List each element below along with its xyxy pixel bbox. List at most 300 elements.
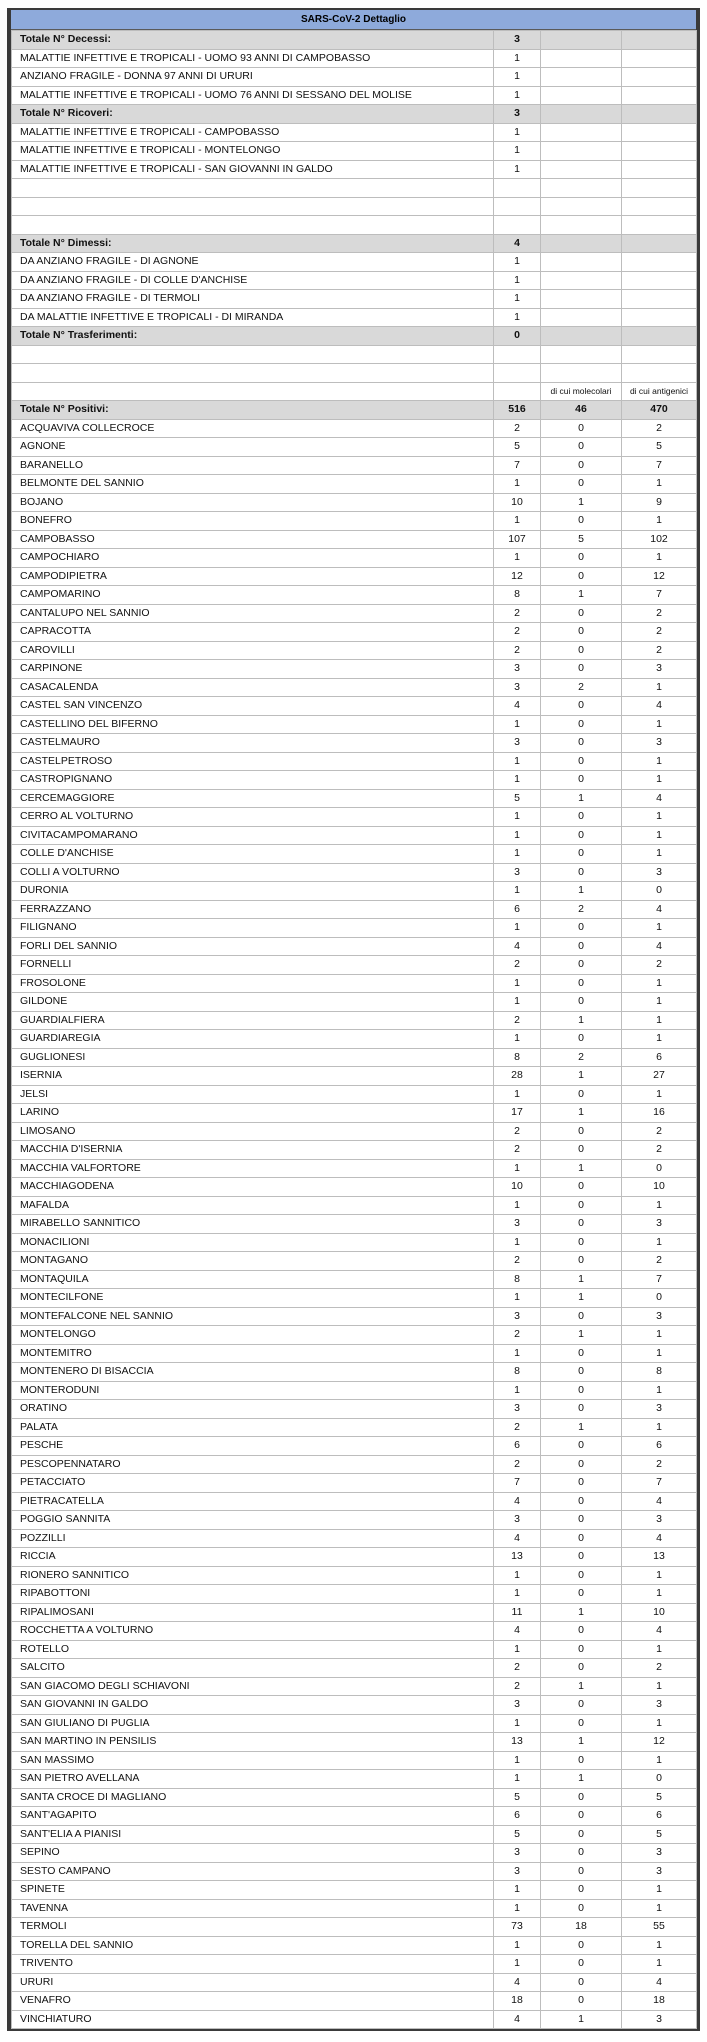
comune-name: FORNELLI xyxy=(12,956,494,975)
comune-molecolari: 0 xyxy=(541,1714,622,1733)
comune-total: 13 xyxy=(494,1548,541,1567)
comune-total: 1 xyxy=(494,1881,541,1900)
comune-antigenici: 4 xyxy=(622,697,697,716)
comune-antigenici: 10 xyxy=(622,1603,697,1622)
report-title: SARS-CoV-2 Dettaglio xyxy=(11,10,696,30)
comune-molecolari: 0 xyxy=(541,1141,622,1160)
detail-label: DA ANZIANO FRAGILE - DI COLLE D'ANCHISE xyxy=(12,271,494,290)
detail-count: 1 xyxy=(494,271,541,290)
detail-row xyxy=(12,160,697,179)
comune-total: 1 xyxy=(494,1233,541,1252)
empty-cell xyxy=(622,68,697,87)
comune-molecolari: 1 xyxy=(541,1270,622,1289)
comune-antigenici: 0 xyxy=(622,1289,697,1308)
comune-molecolari: 1 xyxy=(541,493,622,512)
comune-row xyxy=(12,1418,697,1437)
comune-molecolari: 0 xyxy=(541,1973,622,1992)
detail-label: DA ANZIANO FRAGILE - DI AGNONE xyxy=(12,253,494,272)
comune-name: FROSOLONE xyxy=(12,974,494,993)
empty-cell xyxy=(622,216,697,235)
comune-total: 13 xyxy=(494,1733,541,1752)
comune-name: SAN GIULIANO DI PUGLIA xyxy=(12,1714,494,1733)
comune-antigenici: 4 xyxy=(622,1492,697,1511)
comune-name: BOJANO xyxy=(12,493,494,512)
comune-name: CASACALENDA xyxy=(12,678,494,697)
empty-cell xyxy=(541,31,622,50)
section-total: 0 xyxy=(494,327,541,346)
comune-total: 3 xyxy=(494,1307,541,1326)
comune-total: 2 xyxy=(494,956,541,975)
comune-molecolari: 0 xyxy=(541,937,622,956)
comune-molecolari: 1 xyxy=(541,586,622,605)
comune-row xyxy=(12,1640,697,1659)
comune-name: ROCCHETTA A VOLTURNO xyxy=(12,1622,494,1641)
empty-cell xyxy=(622,49,697,68)
comune-molecolari: 0 xyxy=(541,419,622,438)
comune-molecolari: 0 xyxy=(541,1400,622,1419)
comune-row xyxy=(12,1381,697,1400)
comune-total: 1 xyxy=(494,974,541,993)
comune-total: 1 xyxy=(494,752,541,771)
comune-molecolari: 1 xyxy=(541,2010,622,2029)
comune-total: 7 xyxy=(494,1474,541,1493)
comune-total: 4 xyxy=(494,1529,541,1548)
comune-molecolari: 0 xyxy=(541,1252,622,1271)
comune-row xyxy=(12,660,697,679)
empty-cell xyxy=(622,364,697,383)
comune-antigenici: 1 xyxy=(622,1899,697,1918)
comune-molecolari: 1 xyxy=(541,1289,622,1308)
comune-name: MONTERODUNI xyxy=(12,1381,494,1400)
section-total: 4 xyxy=(494,234,541,253)
empty-cell xyxy=(541,308,622,327)
comune-molecolari: 0 xyxy=(541,1825,622,1844)
comune-molecolari: 0 xyxy=(541,1992,622,2011)
section-header-row xyxy=(12,234,697,253)
comune-name: RICCIA xyxy=(12,1548,494,1567)
comune-molecolari: 0 xyxy=(541,993,622,1012)
comune-name: SANTA CROCE DI MAGLIANO xyxy=(12,1788,494,1807)
comune-antigenici: 3 xyxy=(622,1307,697,1326)
comune-row xyxy=(12,1326,697,1345)
comune-name: TORELLA DEL SANNIO xyxy=(12,1936,494,1955)
comune-antigenici: 6 xyxy=(622,1437,697,1456)
comune-total: 6 xyxy=(494,1807,541,1826)
comune-row xyxy=(12,845,697,864)
comune-name: MONTAQUILA xyxy=(12,1270,494,1289)
antigenici-header: di cui antigenici xyxy=(622,382,697,401)
comune-molecolari: 0 xyxy=(541,1196,622,1215)
comune-row xyxy=(12,882,697,901)
comune-total: 4 xyxy=(494,2010,541,2029)
comune-row xyxy=(12,1677,697,1696)
comune-name: DURONIA xyxy=(12,882,494,901)
empty-cell xyxy=(541,142,622,161)
comune-total: 6 xyxy=(494,900,541,919)
empty-cell xyxy=(622,253,697,272)
comune-row xyxy=(12,530,697,549)
detail-count: 1 xyxy=(494,160,541,179)
section-label: Totale N° Ricoveri: xyxy=(12,105,494,124)
comune-name: PESCOPENNATARO xyxy=(12,1455,494,1474)
empty-cell xyxy=(622,160,697,179)
comune-total: 107 xyxy=(494,530,541,549)
comune-name: MIRABELLO SANNITICO xyxy=(12,1215,494,1234)
comune-molecolari: 0 xyxy=(541,956,622,975)
comune-name: CAMPOMARINO xyxy=(12,586,494,605)
comune-row xyxy=(12,1548,697,1567)
section-total: 3 xyxy=(494,105,541,124)
comune-molecolari: 0 xyxy=(541,641,622,660)
comune-name: TERMOLI xyxy=(12,1918,494,1937)
comune-row xyxy=(12,1270,697,1289)
comune-molecolari: 0 xyxy=(541,1788,622,1807)
comune-name: RIPALIMOSANI xyxy=(12,1603,494,1622)
comune-name: URURI xyxy=(12,1973,494,1992)
empty-cell xyxy=(12,345,494,364)
comune-molecolari: 0 xyxy=(541,697,622,716)
comune-row xyxy=(12,493,697,512)
comune-molecolari: 0 xyxy=(541,1215,622,1234)
comune-row xyxy=(12,1067,697,1086)
comune-antigenici: 2 xyxy=(622,604,697,623)
comune-antigenici: 9 xyxy=(622,493,697,512)
detail-count: 1 xyxy=(494,290,541,309)
comune-antigenici: 4 xyxy=(622,1622,697,1641)
comune-molecolari: 0 xyxy=(541,826,622,845)
comune-row xyxy=(12,974,697,993)
comune-molecolari: 0 xyxy=(541,1233,622,1252)
section-header-row xyxy=(12,105,697,124)
comune-antigenici: 7 xyxy=(622,1270,697,1289)
comune-row xyxy=(12,1566,697,1585)
comune-row xyxy=(12,456,697,475)
empty-cell xyxy=(541,179,622,198)
section-label: Totale N° Decessi: xyxy=(12,31,494,50)
empty-cell xyxy=(622,31,697,50)
empty-cell xyxy=(622,345,697,364)
comune-name: VINCHIATURO xyxy=(12,2010,494,2029)
comune-row xyxy=(12,1918,697,1937)
comune-total: 1 xyxy=(494,1030,541,1049)
comune-row xyxy=(12,1585,697,1604)
comune-antigenici: 3 xyxy=(622,1400,697,1419)
comune-total: 2 xyxy=(494,1677,541,1696)
comune-name: BARANELLO xyxy=(12,456,494,475)
detail-count: 1 xyxy=(494,253,541,272)
section-header-row xyxy=(12,327,697,346)
comune-antigenici: 2 xyxy=(622,1141,697,1160)
empty-cell xyxy=(494,179,541,198)
comune-name: MACCHIA D'ISERNIA xyxy=(12,1141,494,1160)
comune-total: 1 xyxy=(494,549,541,568)
comune-name: SAN PIETRO AVELLANA xyxy=(12,1770,494,1789)
comune-row xyxy=(12,586,697,605)
comune-row xyxy=(12,475,697,494)
comune-total: 1 xyxy=(494,1566,541,1585)
comune-row xyxy=(12,1104,697,1123)
molecolari-header: di cui molecolari xyxy=(541,382,622,401)
empty-cell xyxy=(541,345,622,364)
comune-name: MONTENERO DI BISACCIA xyxy=(12,1363,494,1382)
detail-label: MALATTIE INFETTIVE E TROPICALI - SAN GIOVANNI IN GALDO xyxy=(12,160,494,179)
comune-name: AGNONE xyxy=(12,438,494,457)
comune-total: 4 xyxy=(494,1973,541,1992)
comune-total: 1 xyxy=(494,715,541,734)
empty-cell xyxy=(622,123,697,142)
comune-row xyxy=(12,1881,697,1900)
comune-antigenici: 3 xyxy=(622,863,697,882)
comune-name: MACCHIAGODENA xyxy=(12,1178,494,1197)
comune-antigenici: 0 xyxy=(622,1770,697,1789)
comune-molecolari: 0 xyxy=(541,1585,622,1604)
comune-row xyxy=(12,734,697,753)
comune-total: 1 xyxy=(494,1640,541,1659)
detail-label: MALATTIE INFETTIVE E TROPICALI - MONTELONGO xyxy=(12,142,494,161)
comune-name: MONTECILFONE xyxy=(12,1289,494,1308)
comune-molecolari: 0 xyxy=(541,1640,622,1659)
comune-row xyxy=(12,1085,697,1104)
comune-total: 7 xyxy=(494,456,541,475)
comune-total: 1 xyxy=(494,919,541,938)
comune-antigenici: 5 xyxy=(622,1788,697,1807)
empty-cell xyxy=(622,142,697,161)
detail-row xyxy=(12,68,697,87)
empty-cell xyxy=(541,271,622,290)
comune-molecolari: 2 xyxy=(541,900,622,919)
comune-molecolari: 0 xyxy=(541,1381,622,1400)
comune-row xyxy=(12,512,697,531)
positivi-antigenici: 470 xyxy=(622,401,697,420)
comune-total: 1 xyxy=(494,845,541,864)
comune-total: 8 xyxy=(494,1048,541,1067)
comune-molecolari: 0 xyxy=(541,1307,622,1326)
comune-row xyxy=(12,1659,697,1678)
detail-count: 1 xyxy=(494,142,541,161)
comune-antigenici: 4 xyxy=(622,937,697,956)
detail-label: MALATTIE INFETTIVE E TROPICALI - CAMPOBASSO xyxy=(12,123,494,142)
comune-molecolari: 0 xyxy=(541,845,622,864)
comune-name: FERRAZZANO xyxy=(12,900,494,919)
detail-row xyxy=(12,49,697,68)
comune-row xyxy=(12,1215,697,1234)
comune-total: 2 xyxy=(494,1455,541,1474)
comune-name: PETACCIATO xyxy=(12,1474,494,1493)
empty-cell xyxy=(541,105,622,124)
comune-antigenici: 1 xyxy=(622,919,697,938)
positivi-molecolari: 46 xyxy=(541,401,622,420)
comune-row xyxy=(12,1307,697,1326)
comune-total: 1 xyxy=(494,1714,541,1733)
comune-row xyxy=(12,1363,697,1382)
comune-antigenici: 5 xyxy=(622,438,697,457)
comune-molecolari: 1 xyxy=(541,1326,622,1345)
comune-total: 3 xyxy=(494,1215,541,1234)
comune-row xyxy=(12,1899,697,1918)
comune-antigenici: 7 xyxy=(622,1474,697,1493)
comune-total: 1 xyxy=(494,512,541,531)
comune-molecolari: 1 xyxy=(541,789,622,808)
comune-molecolari: 0 xyxy=(541,1455,622,1474)
detail-label: ANZIANO FRAGILE - DONNA 97 ANNI DI URURI xyxy=(12,68,494,87)
comune-row xyxy=(12,1400,697,1419)
comune-total: 10 xyxy=(494,493,541,512)
comune-row xyxy=(12,549,697,568)
comune-antigenici: 3 xyxy=(622,2010,697,2029)
empty-cell xyxy=(622,308,697,327)
comune-total: 5 xyxy=(494,1788,541,1807)
comune-total: 2 xyxy=(494,1418,541,1437)
empty-cell xyxy=(622,179,697,198)
comune-total: 4 xyxy=(494,937,541,956)
detail-row xyxy=(12,290,697,309)
comune-name: CASTELLINO DEL BIFERNO xyxy=(12,715,494,734)
comune-molecolari: 1 xyxy=(541,1603,622,1622)
comune-antigenici: 1 xyxy=(622,512,697,531)
blank-row xyxy=(12,197,697,216)
comune-total: 4 xyxy=(494,1492,541,1511)
comune-row xyxy=(12,1252,697,1271)
comune-row xyxy=(12,715,697,734)
comune-antigenici: 3 xyxy=(622,1862,697,1881)
comune-antigenici: 5 xyxy=(622,1825,697,1844)
comune-name: ISERNIA xyxy=(12,1067,494,1086)
comune-total: 1 xyxy=(494,1381,541,1400)
comune-antigenici: 1 xyxy=(622,993,697,1012)
comune-row xyxy=(12,1696,697,1715)
detail-label: DA MALATTIE INFETTIVE E TROPICALI - DI MIRANDA xyxy=(12,308,494,327)
comune-row xyxy=(12,2010,697,2029)
comune-name: TAVENNA xyxy=(12,1899,494,1918)
comune-molecolari: 0 xyxy=(541,734,622,753)
comune-name: MAFALDA xyxy=(12,1196,494,1215)
empty-cell xyxy=(622,197,697,216)
comune-row xyxy=(12,1511,697,1530)
comune-name: CAMPODIPIETRA xyxy=(12,567,494,586)
comune-total: 5 xyxy=(494,789,541,808)
comune-row xyxy=(12,641,697,660)
comune-name: CAPRACOTTA xyxy=(12,623,494,642)
comune-molecolari: 0 xyxy=(541,1696,622,1715)
comune-antigenici: 4 xyxy=(622,1529,697,1548)
comune-name: CASTROPIGNANO xyxy=(12,771,494,790)
empty-cell xyxy=(12,216,494,235)
comune-total: 1 xyxy=(494,993,541,1012)
empty-cell xyxy=(494,364,541,383)
empty-cell xyxy=(12,197,494,216)
comune-molecolari: 0 xyxy=(541,771,622,790)
comune-row xyxy=(12,1973,697,1992)
comune-total: 2 xyxy=(494,1252,541,1271)
comune-row xyxy=(12,993,697,1012)
comune-name: SANT'AGAPITO xyxy=(12,1807,494,1826)
comune-row xyxy=(12,1492,697,1511)
comune-total: 1 xyxy=(494,1159,541,1178)
comune-antigenici: 1 xyxy=(622,475,697,494)
comune-molecolari: 0 xyxy=(541,1030,622,1049)
comune-total: 3 xyxy=(494,660,541,679)
comune-name: CANTALUPO NEL SANNIO xyxy=(12,604,494,623)
comune-molecolari: 0 xyxy=(541,549,622,568)
comune-row xyxy=(12,826,697,845)
comune-name: SAN GIACOMO DEGLI SCHIAVONI xyxy=(12,1677,494,1696)
comune-antigenici: 2 xyxy=(622,1122,697,1141)
comune-antigenici: 8 xyxy=(622,1363,697,1382)
comune-antigenici: 7 xyxy=(622,586,697,605)
comune-name: TRIVENTO xyxy=(12,1955,494,1974)
comune-molecolari: 0 xyxy=(541,1659,622,1678)
comune-total: 2 xyxy=(494,1011,541,1030)
comune-antigenici: 2 xyxy=(622,623,697,642)
comune-molecolari: 0 xyxy=(541,512,622,531)
comune-antigenici: 1 xyxy=(622,826,697,845)
empty-cell xyxy=(494,197,541,216)
comune-molecolari: 0 xyxy=(541,1511,622,1530)
empty-cell xyxy=(12,382,494,401)
detail-count: 1 xyxy=(494,49,541,68)
comune-antigenici: 4 xyxy=(622,900,697,919)
comune-molecolari: 0 xyxy=(541,623,622,642)
comune-row xyxy=(12,1825,697,1844)
comune-name: SAN GIOVANNI IN GALDO xyxy=(12,1696,494,1715)
comune-total: 10 xyxy=(494,1178,541,1197)
comune-molecolari: 0 xyxy=(541,1844,622,1863)
empty-cell xyxy=(622,327,697,346)
empty-cell xyxy=(541,216,622,235)
comune-name: MONTEFALCONE NEL SANNIO xyxy=(12,1307,494,1326)
comune-name: SAN MARTINO IN PENSILIS xyxy=(12,1733,494,1752)
empty-cell xyxy=(622,290,697,309)
comune-total: 1 xyxy=(494,1196,541,1215)
comune-antigenici: 3 xyxy=(622,734,697,753)
comune-molecolari: 2 xyxy=(541,1048,622,1067)
comune-molecolari: 0 xyxy=(541,752,622,771)
comune-molecolari: 0 xyxy=(541,1807,622,1826)
comune-molecolari: 0 xyxy=(541,863,622,882)
comune-molecolari: 0 xyxy=(541,1955,622,1974)
comune-name: CASTELPETROSO xyxy=(12,752,494,771)
comune-molecolari: 0 xyxy=(541,1548,622,1567)
comune-row xyxy=(12,1936,697,1955)
comune-name: FILIGNANO xyxy=(12,919,494,938)
comune-total: 3 xyxy=(494,678,541,697)
comune-antigenici: 1 xyxy=(622,1381,697,1400)
comune-name: LARINO xyxy=(12,1104,494,1123)
comune-name: BONEFRO xyxy=(12,512,494,531)
blank-row xyxy=(12,216,697,235)
comune-antigenici: 1 xyxy=(622,1326,697,1345)
comune-molecolari: 0 xyxy=(541,456,622,475)
comune-row xyxy=(12,1344,697,1363)
comune-name: CERCEMAGGIORE xyxy=(12,789,494,808)
comune-molecolari: 0 xyxy=(541,1437,622,1456)
comune-row xyxy=(12,1529,697,1548)
comune-name: SAN MASSIMO xyxy=(12,1751,494,1770)
comune-name: SPINETE xyxy=(12,1881,494,1900)
comune-row xyxy=(12,1122,697,1141)
comune-antigenici: 3 xyxy=(622,1215,697,1234)
detail-table xyxy=(11,30,697,2029)
comune-antigenici: 18 xyxy=(622,1992,697,2011)
comune-molecolari: 0 xyxy=(541,438,622,457)
empty-cell xyxy=(541,197,622,216)
comune-name: MONACILIONI xyxy=(12,1233,494,1252)
comune-total: 1 xyxy=(494,1936,541,1955)
comune-name: VENAFRO xyxy=(12,1992,494,2011)
comune-antigenici: 1 xyxy=(622,1566,697,1585)
comune-name: GILDONE xyxy=(12,993,494,1012)
empty-cell xyxy=(541,49,622,68)
